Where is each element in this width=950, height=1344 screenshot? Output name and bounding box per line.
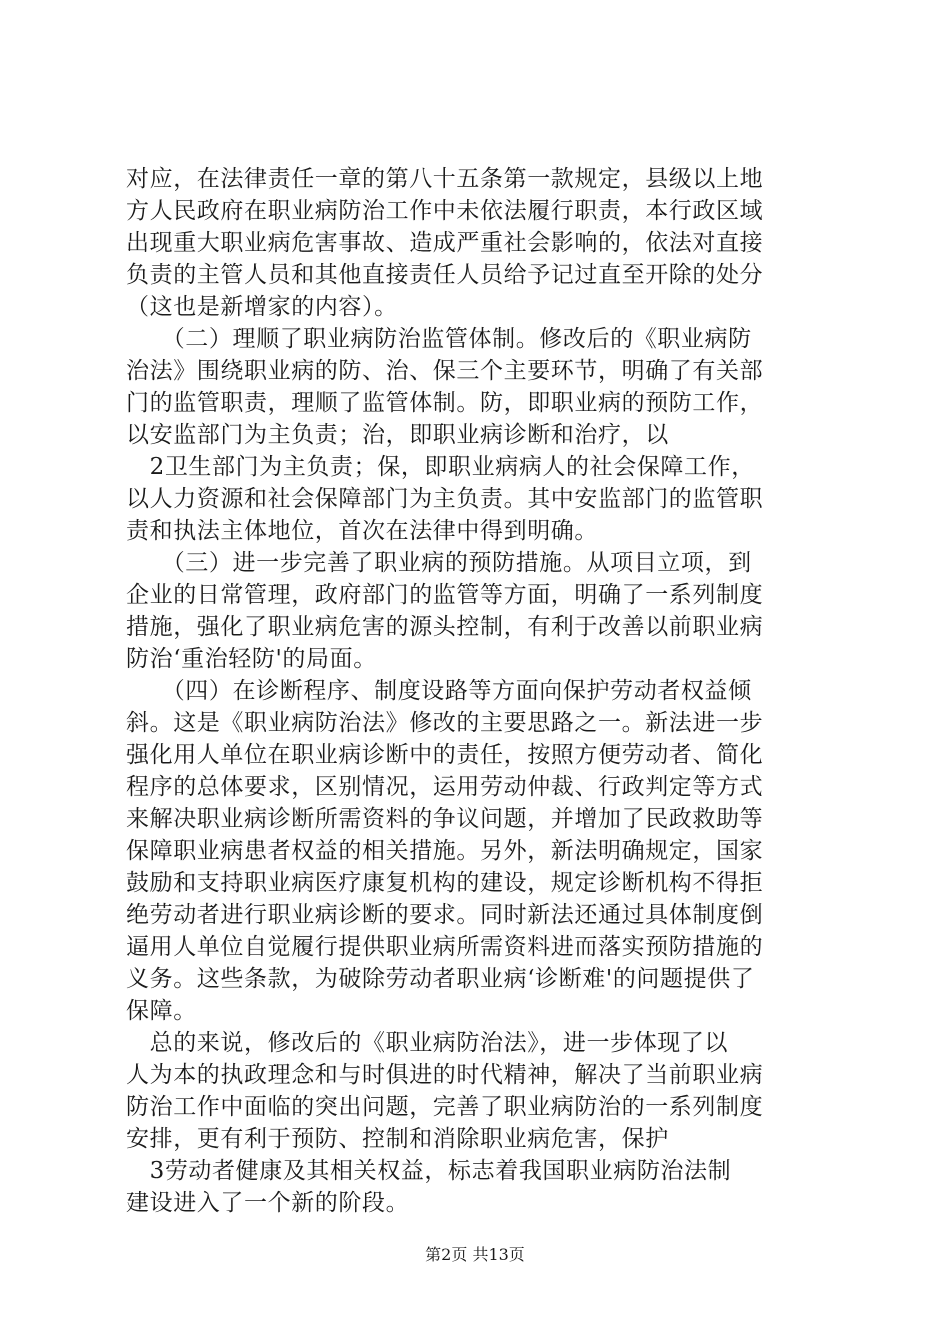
text-line: 门的监管职责，理顺了监管体制。防，即职业病的预防工作，	[126, 390, 764, 416]
text-line: 程序的总体要求，区别情况，运用劳动仲裁、行政判定等方式	[126, 774, 764, 800]
text-line: 防治‘重治轻防'的局面。	[126, 646, 377, 672]
text-line: （二）理顺了职业病防治监管体制。修改后的《职业病防	[126, 326, 752, 352]
text-line: 建设进入了一个新的阶段。	[126, 1190, 410, 1216]
text-line: 保障职业病患者权益的相关措施。另外，新法明确规定，国家	[126, 838, 764, 864]
text-line: 总的来说，修改后的《职业病防治法》，进一步体现了以	[126, 1030, 729, 1056]
text-line: （四）在诊断程序、制度设路等方面向保护劳动者权益倾	[126, 678, 752, 704]
text-line: 措施，强化了职业病危害的源头控制，有利于改善以前职业病	[126, 614, 764, 640]
text-line: 强化用人单位在职业病诊断中的责任，按照方便劳动者、简化	[126, 742, 764, 768]
text-line: 方人民政府在职业病防治工作中未依法履行职责，本行政区域	[126, 198, 764, 224]
text-line: 逼用人单位自觉履行提供职业病所需资料进而落实预防措施的	[126, 934, 764, 960]
text-line: 企业的日常管理，政府部门的监管等方面，明确了一系列制度	[126, 582, 764, 608]
text-line: 3劳动者健康及其相关权益，标志着我国职业病防治法制	[126, 1158, 732, 1184]
text-line: 以安监部门为主负责；治，即职业病诊断和治疗，以	[126, 422, 669, 448]
text-line: 来解决职业病诊断所需资料的争议问题，并增加了民政救助等	[126, 806, 764, 832]
text-line: 防治工作中面临的突出问题，完善了职业病防治的一系列制度	[126, 1094, 764, 1120]
text-line: （这也是新增家的内容）。	[126, 294, 398, 320]
text-line: 2卫生部门为主负责；保，即职业病病人的社会保障工作，	[126, 454, 755, 480]
text-line: 以人力资源和社会保障部门为主负责。其中安监部门的监管职	[126, 486, 764, 512]
text-line: 绝劳动者进行职业病诊断的要求。同时新法还通过具体制度倒	[126, 902, 764, 928]
text-line: 治法》围绕职业病的防、治、保三个主要环节，明确了有关部	[126, 358, 764, 384]
text-line: 斜。这是《职业病防治法》修改的主要思路之一。新法进一步	[126, 710, 764, 736]
text-line: （三）进一步完善了职业病的预防措施。从项目立项，到	[126, 550, 752, 576]
text-line: 出现重大职业病危害事故、造成严重社会影响的，依法对直接	[126, 230, 764, 256]
text-line: 人为本的执政理念和与时俱进的时代精神，解决了当前职业病	[126, 1062, 764, 1088]
text-line: 义务。这些条款，为破除劳动者职业病‘诊断难'的问题提供了	[126, 966, 755, 992]
text-line: 鼓励和支持职业病医疗康复机构的建设，规定诊断机构不得拒	[126, 870, 764, 896]
text-line: 安排，更有利于预防、控制和消除职业病危害，保护	[126, 1126, 669, 1152]
text-line: 负责的主管人员和其他直接责任人员给予记过直至开除的处分	[126, 262, 764, 288]
body-text	[126, 163, 836, 1219]
page-footer: 第2页 共13页	[425, 1245, 525, 1264]
text-line: 对应，在法律责任一章的第八十五条第一款规定，县级以上地	[126, 166, 764, 192]
text-line: 责和执法主体地位，首次在法律中得到明确。	[126, 518, 598, 544]
text-line: 保障。	[126, 998, 197, 1024]
